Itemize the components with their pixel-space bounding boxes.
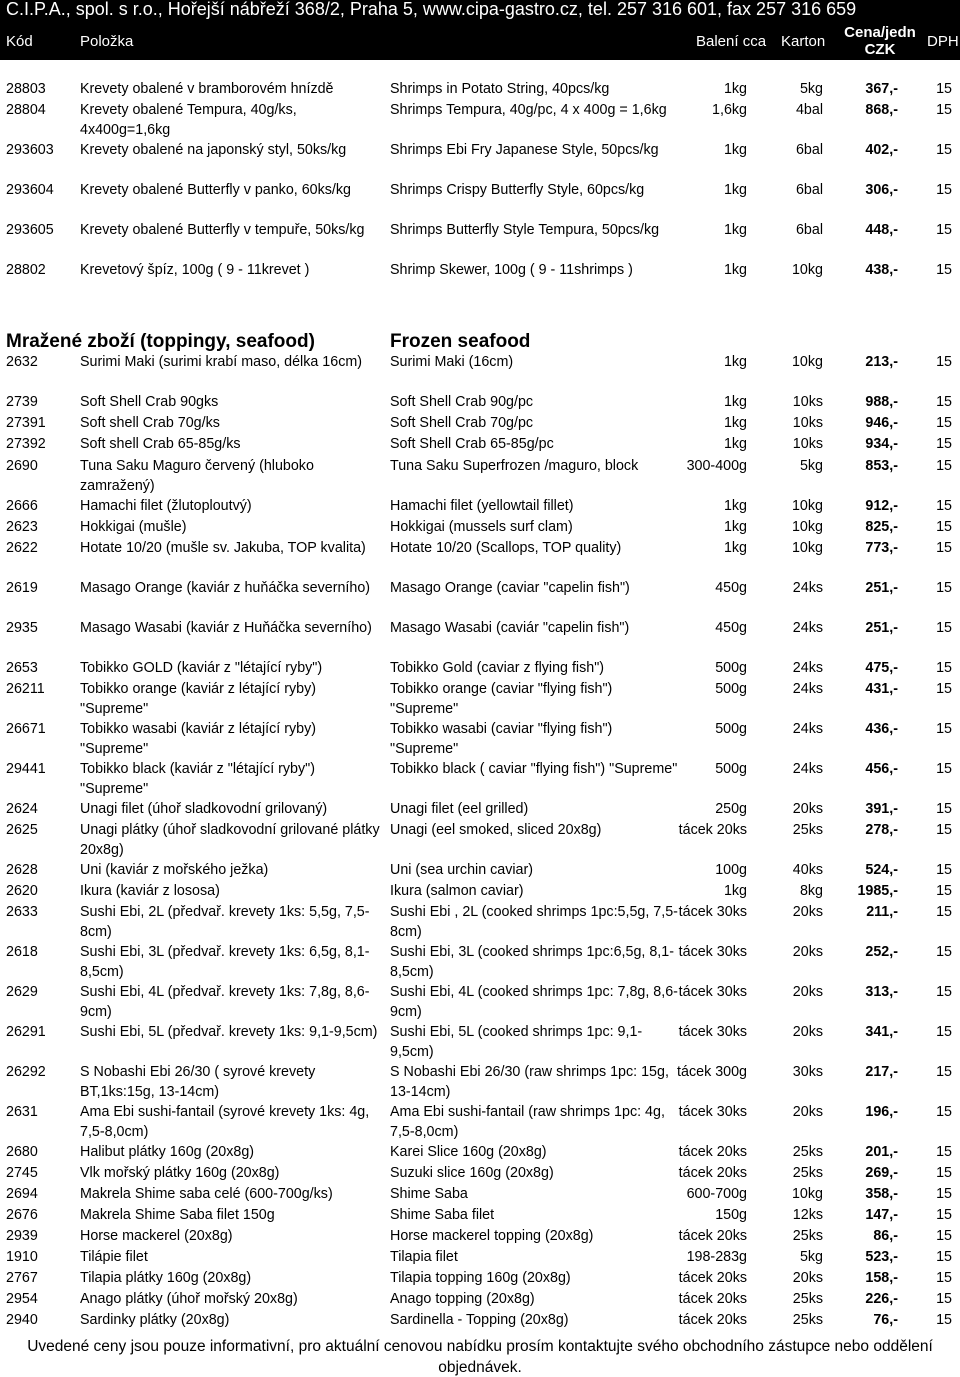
item-code: 293603 (6, 142, 54, 158)
item-carton: 25ks (792, 1165, 823, 1181)
item-package: 300-400g (686, 458, 747, 474)
item-code: 26211 (6, 681, 45, 697)
item-vat: 15 (936, 801, 952, 817)
item-package: 500g (715, 681, 747, 697)
item-code: 2745 (6, 1165, 38, 1181)
item-carton: 10kg (791, 540, 823, 556)
item-package: 100g (715, 862, 747, 878)
item-code: 2666 (6, 498, 38, 514)
item-name-en: Soft Shell Crab 70g/pc (390, 415, 534, 431)
item-name-en: Sushi Ebi, 3L (cooked shrimps 1pc:6,5g, 8,1-8,5cm) (390, 944, 674, 980)
item-name-cz: Sushi Ebi, 3L (předvař. krevety 1ks: 6,5g, 8,1-8,5cm) (80, 944, 370, 980)
item-price: 251,- (865, 620, 898, 636)
item-name-cz: Krevety obalené na japonský styl, 50ks/kg (80, 142, 347, 158)
item-carton: 10kg (791, 498, 823, 514)
item-price: 76,- (873, 1312, 898, 1328)
item-code: 2633 (6, 904, 38, 920)
item-price: 1985,- (857, 883, 898, 899)
item-price: 147,- (865, 1207, 898, 1223)
item-code: 2622 (6, 540, 38, 556)
item-name-en: Surimi Maki (16cm) (390, 354, 514, 370)
item-vat: 15 (936, 1144, 952, 1160)
item-price: 946,- (865, 415, 898, 431)
header-bar (0, 0, 960, 60)
item-carton: 5kg (799, 458, 823, 474)
item-code: 2767 (6, 1270, 38, 1286)
item-vat: 15 (936, 1207, 952, 1223)
item-name-en: Tobikko black ( caviar "flying fish") "Supreme" (390, 761, 678, 777)
item-name-en: Sushi Ebi, 5L (cooked shrimps 1pc: 9,1-9,5cm) (390, 1024, 643, 1060)
item-package: tácek 30ks (678, 984, 747, 1000)
item-carton: 4bal (795, 102, 823, 118)
item-vat: 15 (936, 944, 952, 960)
item-price: 456,- (865, 761, 898, 777)
item-carton: 12ks (792, 1207, 823, 1223)
item-price: 436,- (865, 721, 898, 737)
item-package: 1kg (723, 883, 747, 899)
company-info: C.I.P.A., spol. s r.o., Hořejší nábřeží 368/2, Praha 5, www.cipa-gastro.cz, tel. 257 316 601, fax 257 316 659 (6, 0, 857, 19)
item-package: tácek 20ks (678, 1144, 747, 1160)
item-carton: 24ks (792, 761, 823, 777)
item-name-en: Unagi filet (eel grilled) (390, 801, 529, 817)
item-code: 2618 (6, 944, 38, 960)
item-vat: 15 (936, 102, 952, 118)
item-code: 2954 (6, 1291, 38, 1307)
item-price: 438,- (865, 262, 898, 278)
item-carton: 5kg (799, 1249, 823, 1265)
item-code: 27392 (6, 436, 46, 452)
item-vat: 15 (936, 415, 952, 431)
item-name-cz: Tilápie filet (80, 1249, 148, 1265)
item-code: 2739 (6, 394, 38, 410)
item-name-en: Hotate 10/20 (Scallops, TOP quality) (390, 540, 622, 556)
item-price: 475,- (865, 660, 898, 676)
item-carton: 8kg (799, 883, 823, 899)
item-code: 29441 (6, 761, 46, 777)
item-name-cz: Sushi Ebi, 2L (předvař. krevety 1ks: 5,5g, 7,5-8cm) (80, 904, 370, 940)
item-name-en: Horse mackerel topping (20x8g) (390, 1228, 594, 1244)
item-carton: 25ks (792, 1291, 823, 1307)
item-vat: 15 (936, 984, 952, 1000)
item-name-cz: Tobikko orange (kaviár z létající ryby) "Supreme" (80, 681, 316, 717)
item-code: 2631 (6, 1104, 38, 1120)
item-vat: 15 (936, 262, 952, 278)
item-name-cz: Soft shell Crab 65-85g/ks (80, 436, 241, 452)
item-name-en: Ikura (salmon caviar) (390, 883, 524, 899)
item-price: 251,- (865, 580, 898, 596)
item-name-cz: Vlk mořský plátky 160g (20x8g) (80, 1165, 280, 1181)
item-price: 431,- (865, 681, 898, 697)
item-package: 1kg (723, 436, 747, 452)
item-name-en: Karei Slice 160g (20x8g) (390, 1144, 547, 1160)
item-package: 1kg (723, 354, 747, 370)
item-name-cz: Hamachi filet (žlutoploutvý) (80, 498, 252, 514)
item-carton: 10kg (791, 354, 823, 370)
item-package: 1kg (723, 81, 747, 97)
item-vat: 15 (936, 883, 952, 899)
item-carton: 5kg (799, 81, 823, 97)
item-price: 306,- (865, 182, 898, 198)
item-vat: 15 (936, 761, 952, 777)
item-package: 1kg (723, 540, 747, 556)
item-name-cz: Tobikko black (kaviár z "létající ryby") "Supreme" (80, 761, 315, 797)
item-name-cz: Tobikko wasabi (kaviár z létající ryby) "Supreme" (80, 721, 316, 757)
item-name-en: Shime Saba (390, 1186, 468, 1202)
item-package: tácek 30ks (678, 904, 747, 920)
item-carton: 25ks (792, 822, 823, 838)
item-vat: 15 (936, 620, 952, 636)
item-vat: 15 (936, 498, 952, 514)
item-carton: 10kg (791, 1186, 823, 1202)
item-vat: 15 (936, 142, 952, 158)
item-code: 2624 (6, 801, 38, 817)
item-vat: 15 (936, 721, 952, 737)
item-name-en: Masago Wasabi (caviár "capelin fish") (390, 620, 630, 636)
item-package: 500g (715, 660, 747, 676)
item-price: 853,- (865, 458, 898, 474)
item-name-cz: Horse mackerel (20x8g) (80, 1228, 233, 1244)
item-name-en: S Nobashi Ebi 26/30 (raw shrimps 1pc: 15g, 13-14cm) (390, 1064, 669, 1100)
item-price: 341,- (865, 1024, 898, 1040)
item-name-cz: Masago Orange (kaviár z huňáčka severního) (80, 580, 371, 596)
item-price: 213,- (865, 354, 898, 370)
item-code: 28803 (6, 81, 46, 97)
item-package: tácek 30ks (678, 1024, 747, 1040)
col-header-kod: Kód (6, 33, 33, 50)
item-carton: 10ks (792, 394, 823, 410)
item-name-en: Suzuki slice 160g (20x8g) (390, 1165, 554, 1181)
item-name-cz: Hokkigai (mušle) (80, 519, 187, 535)
item-vat: 15 (936, 1104, 952, 1120)
item-carton: 10ks (792, 436, 823, 452)
item-carton: 40ks (792, 862, 823, 878)
item-code: 2690 (6, 458, 38, 474)
item-price: 252,- (865, 944, 898, 960)
section-title-cz: Mražené zboží (toppingy, seafood) (6, 331, 315, 352)
item-name-en: Shrimps Ebi Fry Japanese Style, 50pcs/kg (390, 142, 659, 158)
item-carton: 24ks (792, 681, 823, 697)
item-package: 1,6kg (712, 102, 747, 118)
item-name-en: Shime Saba filet (390, 1207, 495, 1223)
item-vat: 15 (936, 1291, 952, 1307)
item-code: 2935 (6, 620, 38, 636)
item-name-cz: Makrela Shime saba celé (600-700g/ks) (80, 1186, 333, 1202)
item-code: 28802 (6, 262, 46, 278)
col-header-polozka: Položka (80, 33, 134, 50)
item-carton: 6bal (795, 182, 823, 198)
item-carton: 6bal (795, 142, 823, 158)
item-price: 912,- (865, 498, 898, 514)
item-name-en: Tilapia topping 160g (20x8g) (390, 1270, 571, 1286)
item-package: tácek 300g (677, 1064, 747, 1080)
item-carton: 10kg (791, 519, 823, 535)
col-header-karton: Karton (781, 33, 826, 50)
item-package: 450g (715, 620, 747, 636)
item-vat: 15 (936, 660, 952, 676)
item-vat: 15 (936, 222, 952, 238)
item-name-en: Soft Shell Crab 65-85g/pc (390, 436, 554, 452)
col-header-dph: DPH (927, 33, 959, 50)
item-price: 773,- (865, 540, 898, 556)
item-carton: 25ks (792, 1312, 823, 1328)
item-package: tácek 20ks (678, 1312, 747, 1328)
item-carton: 10kg (791, 262, 823, 278)
item-code: 293604 (6, 182, 54, 198)
item-name-cz: Soft shell Crab 70g/ks (80, 415, 220, 431)
item-package: 1kg (723, 142, 747, 158)
item-price: 367,- (865, 81, 898, 97)
item-package: 1kg (723, 415, 747, 431)
item-code: 26292 (6, 1064, 46, 1080)
item-package: tácek 30ks (678, 1104, 747, 1120)
item-package: 198-283g (686, 1249, 747, 1265)
item-package: tácek 20ks (678, 1270, 747, 1286)
item-code: 27391 (6, 415, 46, 431)
item-package: 600-700g (686, 1186, 747, 1202)
item-vat: 15 (936, 81, 952, 97)
item-package: 500g (715, 721, 747, 737)
item-code: 2623 (6, 519, 38, 535)
item-vat: 15 (936, 1270, 952, 1286)
item-package: 250g (715, 801, 747, 817)
item-name-en: Sardinella - Topping (20x8g) (390, 1312, 569, 1328)
item-name-en: Tobikko orange (caviar "flying fish") "Supreme" (390, 681, 613, 717)
item-carton: 20ks (792, 944, 823, 960)
item-vat: 15 (936, 182, 952, 198)
item-name-en: Tuna Saku Superfrozen /maguro, block (390, 458, 639, 474)
item-price: 86,- (873, 1228, 898, 1244)
item-code: 293605 (6, 222, 54, 238)
item-vat: 15 (936, 1165, 952, 1181)
item-name-cz: Halibut plátky 160g (20x8g) (80, 1144, 255, 1160)
item-name-cz: Krevety obalené Tempura, 40g/ks, 4x400g=1,6kg (80, 102, 297, 138)
item-vat: 15 (936, 354, 952, 370)
item-carton: 6bal (795, 222, 823, 238)
item-price: 391,- (865, 801, 898, 817)
item-carton: 24ks (792, 721, 823, 737)
item-name-en: Ama Ebi sushi-fantail (raw shrimps 1pc: 4g, 7,5-8,0cm) (390, 1104, 665, 1140)
item-name-en: Hokkigai (mussels surf clam) (390, 519, 573, 535)
item-name-en: Masago Orange (caviar "capelin fish") (390, 580, 630, 596)
item-vat: 15 (936, 822, 952, 838)
item-price: 211,- (866, 904, 898, 920)
item-package: tácek 20ks (678, 1165, 747, 1181)
item-name-cz: Unagi filet (úhoř sladkovodní grilovaný) (80, 801, 328, 817)
item-name-cz: Ikura (kaviár z lososa) (80, 883, 220, 899)
item-carton: 20ks (792, 1270, 823, 1286)
item-name-en: Hamachi filet (yellowtail fillet) (390, 498, 574, 514)
item-price: 196,- (865, 1104, 898, 1120)
item-name-cz: Surimi Maki (surimi krabí maso, délka 16cm) (80, 354, 363, 370)
item-package: 1kg (723, 222, 747, 238)
item-vat: 15 (936, 1312, 952, 1328)
item-vat: 15 (936, 1249, 952, 1265)
item-carton: 20ks (792, 1104, 823, 1120)
item-price: 278,- (865, 822, 898, 838)
item-name-en: Soft Shell Crab 90g/pc (390, 394, 534, 410)
item-name-en: Sushi Ebi, 4L (cooked shrimps 1pc: 7,8g, 8,6-9cm) (390, 984, 678, 1020)
item-carton: 20ks (792, 984, 823, 1000)
item-code: 2619 (6, 580, 38, 596)
item-name-cz: Krevety obalené Butterfly v tempuře, 50ks/kg (80, 222, 365, 238)
item-vat: 15 (936, 394, 952, 410)
item-name-cz: Unagi plátky (úhoř sladkovodní grilované plátky 20x8g) (80, 822, 380, 858)
item-name-en: Shrimp Skewer, 100g ( 9 - 11shrimps ) (390, 262, 633, 278)
col-header-baleni: Balení cca (696, 33, 767, 50)
item-name-cz: Ama Ebi sushi-fantail (syrové krevety 1ks: 4g, 7,5-8,0cm) (80, 1104, 370, 1140)
item-code: 2694 (6, 1186, 38, 1202)
item-vat: 15 (936, 580, 952, 596)
item-code: 1910 (6, 1249, 38, 1265)
item-code: 2625 (6, 822, 38, 838)
item-package: tácek 20ks (678, 1228, 747, 1244)
item-carton: 25ks (792, 1144, 823, 1160)
item-name-cz: Sardinky plátky (20x8g) (80, 1312, 230, 1328)
item-code: 26671 (6, 721, 46, 737)
item-carton: 24ks (792, 620, 823, 636)
item-package: 1kg (723, 498, 747, 514)
item-price: 358,- (865, 1186, 898, 1202)
item-name-en: Shrimps Crispy Butterfly Style, 60pcs/kg (390, 182, 645, 198)
item-price: 825,- (865, 519, 898, 535)
item-code: 2680 (6, 1144, 38, 1160)
item-price: 988,- (865, 394, 898, 410)
item-package: tácek 20ks (678, 822, 747, 838)
item-code: 2628 (6, 862, 38, 878)
item-vat: 15 (936, 681, 952, 697)
item-package: 1kg (723, 394, 747, 410)
item-name-en: Tobikko wasabi (caviar "flying fish") "Supreme" (390, 721, 613, 757)
item-price: 524,- (865, 862, 898, 878)
item-package: tácek 30ks (678, 944, 747, 960)
item-package: 1kg (723, 262, 747, 278)
item-package: 1kg (723, 519, 747, 535)
item-name-cz: Tilapia plátky 160g (20x8g) (80, 1270, 252, 1286)
item-carton: 25ks (792, 1228, 823, 1244)
item-package: 500g (715, 761, 747, 777)
item-code: 28804 (6, 102, 46, 118)
item-vat: 15 (936, 904, 952, 920)
item-code: 2939 (6, 1228, 38, 1244)
item-name-cz: Tobikko GOLD (kaviár z "létající ryby") (80, 660, 323, 676)
item-carton: 20ks (792, 1024, 823, 1040)
item-name-cz: Sushi Ebi, 5L (předvař. krevety 1ks: 9,1-9,5cm) (80, 1024, 378, 1040)
item-vat: 15 (936, 1024, 952, 1040)
item-vat: 15 (936, 436, 952, 452)
item-name-cz: Krevety obalené Butterfly v panko, 60ks/kg (80, 182, 351, 198)
item-name-en: Anago topping (20x8g) (390, 1291, 535, 1307)
item-carton: 20ks (792, 801, 823, 817)
footer-note: Uvedené ceny jsou pouze informativní, pro aktuální cenovou nabídku prosím kontaktujte svého obchodního zástupce nebo oddělení objednávek. (27, 1338, 933, 1376)
item-name-en: Sushi Ebi , 2L (cooked shrimps 1pc:5,5g, 7,5-8cm) (390, 904, 678, 940)
item-package: tácek 20ks (678, 1291, 747, 1307)
item-carton: 30ks (792, 1064, 823, 1080)
item-name-cz: Anago plátky (úhoř mořský 20x8g) (80, 1291, 298, 1307)
item-vat: 15 (936, 862, 952, 878)
item-name-en: Shrimps in Potato String, 40pcs/kg (390, 81, 610, 97)
item-vat: 15 (936, 540, 952, 556)
item-name-cz: Soft Shell Crab 90gks (80, 394, 219, 410)
col-header-cena: Cena/jedn CZK (844, 24, 916, 58)
item-code: 2620 (6, 883, 38, 899)
item-name-en: Uni (sea urchin caviar) (390, 862, 534, 878)
item-package: 150g (715, 1207, 747, 1223)
item-name-cz: Tuna Saku Maguro červený (hluboko zamražený) (80, 458, 314, 494)
item-name-en: Tilapia filet (390, 1249, 458, 1265)
item-carton: 20ks (792, 904, 823, 920)
item-code: 2676 (6, 1207, 38, 1223)
item-code: 2629 (6, 984, 38, 1000)
item-vat: 15 (936, 458, 952, 474)
item-code: 2653 (6, 660, 38, 676)
item-price: 269,- (865, 1165, 898, 1181)
item-vat: 15 (936, 1064, 952, 1080)
item-vat: 15 (936, 519, 952, 535)
item-name-cz: S Nobashi Ebi 26/30 ( syrové krevety BT,1ks:15g, 13-14cm) (80, 1064, 316, 1100)
item-price: 402,- (865, 142, 898, 158)
item-carton: 24ks (792, 580, 823, 596)
item-price: 201,- (865, 1144, 898, 1160)
section-title-en: Frozen seafood (390, 331, 531, 352)
item-vat: 15 (936, 1228, 952, 1244)
item-name-en: Shrimps Tempura, 40g/pc, 4 x 400g = 1,6kg (390, 102, 667, 118)
item-package: 450g (715, 580, 747, 596)
item-name-en: Shrimps Butterfly Style Tempura, 50pcs/kg (390, 222, 660, 238)
item-carton: 24ks (792, 660, 823, 676)
item-code: 2632 (6, 354, 38, 370)
item-price: 158,- (865, 1270, 898, 1286)
item-package: 1kg (723, 182, 747, 198)
item-name-cz: Hotate 10/20 (mušle sv. Jakuba, TOP kvalita) (80, 540, 366, 556)
item-name-cz: Sushi Ebi, 4L (předvař. krevety 1ks: 7,8g, 8,6-9cm) (80, 984, 370, 1020)
item-price: 868,- (865, 102, 898, 118)
item-price: 313,- (865, 984, 898, 1000)
item-code: 26291 (6, 1024, 46, 1040)
item-code: 2940 (6, 1312, 38, 1328)
item-price: 226,- (865, 1291, 898, 1307)
item-price: 523,- (865, 1249, 898, 1265)
item-name-cz: Makrela Shime Saba filet 150g (80, 1207, 275, 1223)
item-vat: 15 (936, 1186, 952, 1202)
item-price: 448,- (865, 222, 898, 238)
item-name-cz: Krevetový špíz, 100g ( 9 - 11krevet ) (80, 262, 310, 278)
item-name-en: Unagi (eel smoked, sliced 20x8g) (390, 822, 602, 838)
item-carton: 10ks (792, 415, 823, 431)
item-price: 217,- (865, 1064, 898, 1080)
item-name-cz: Masago Wasabi (kaviár z Huňáčka severního) (80, 620, 372, 636)
item-name-cz: Uni (kaviár z mořského ježka) (80, 862, 269, 878)
item-name-en: Tobikko Gold (caviar z flying fish") (390, 660, 605, 676)
item-price: 934,- (865, 436, 898, 452)
item-name-cz: Krevety obalené v bramborovém hnízdě (80, 81, 334, 97)
